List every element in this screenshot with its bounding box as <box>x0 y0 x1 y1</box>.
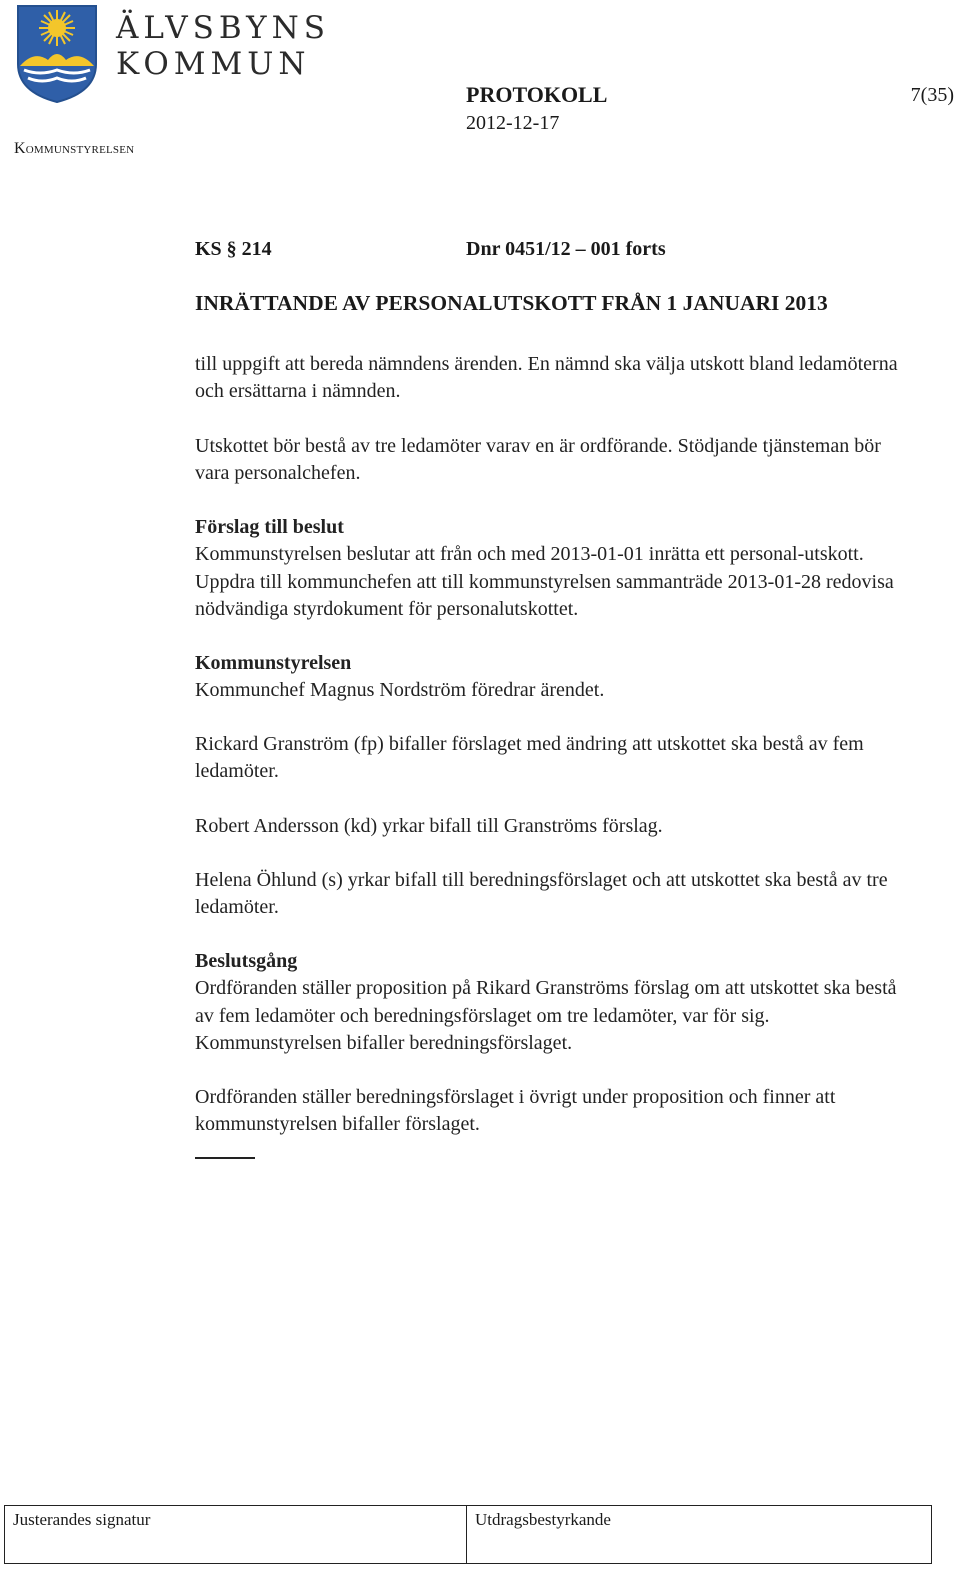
case-title: INRÄTTANDE AV PERSONALUTSKOTT FRÅN 1 JANUARI 2013 <box>195 291 828 315</box>
paragraph-text: Ordföranden ställer proposition på Rikard Granströms förslag om att utskottet ska bestå av fem ledamöter och beredningsförslaget om tre ledamöter, var för sig. Kommunstyrelsen bifaller beredningsförslaget. <box>195 977 897 1054</box>
section-forslag <box>195 514 915 623</box>
brand-line-2: KOMMUN <box>116 46 311 82</box>
document-type: PROTOKOLL <box>466 82 608 107</box>
section-beslutsgang <box>195 948 915 1057</box>
paragraph-text: till uppgift att bereda nämndens ärenden. En nämnd ska välja utskott bland ledamöterna och ersättarna i nämnden. <box>195 353 898 403</box>
paragraph-text: Rickard Granström (fp) bifaller förslaget med ändring att utskottet ska bestå av fem ledamöter. <box>195 733 864 783</box>
document-date: 2012-12-17 <box>466 112 560 134</box>
paragraph-text: Helena Öhlund (s) yrkar bifall till beredningsförslaget och att utskottet ska bestå av tre ledamöter. <box>195 869 888 919</box>
signature-table <box>4 1505 932 1564</box>
paragraph-robert <box>195 813 915 840</box>
paragraph-rickard <box>195 731 915 786</box>
case-dnr: Dnr 0451/12 – 001 forts <box>466 238 666 260</box>
paragraph-final <box>195 1084 915 1139</box>
paragraph-intro <box>195 351 915 406</box>
signature-label: Justerandes signatur <box>13 1510 151 1529</box>
section-heading-forslag: Förslag till beslut <box>195 516 344 538</box>
section-heading-kommunstyrelsen: Kommunstyrelsen <box>195 652 352 674</box>
section-kommunstyrelsen <box>195 650 915 705</box>
case-number: KS § 214 <box>195 238 272 260</box>
paragraph-text: Robert Andersson (kd) yrkar bifall till Granströms förslag. <box>195 815 663 837</box>
paragraph-utskott <box>195 433 915 488</box>
department-name: Kommunstyrelsen <box>14 140 135 157</box>
page-number: 7(35) <box>910 84 954 106</box>
signature-cell <box>5 1506 467 1563</box>
section-heading-beslutsgang: Beslutsgång <box>195 950 298 972</box>
paragraph-text: Ordföranden ställer beredningsförslaget i övrigt under proposition och finner att kommunstyrelsen bifaller förslaget. <box>195 1086 836 1136</box>
paragraph-helena <box>195 867 915 922</box>
coat-of-arms-icon <box>14 4 100 104</box>
paragraph-text: Utskottet bör bestå av tre ledamöter varav en är ordförande. Stödjande tjänsteman bör vara personalchefen. <box>195 435 881 485</box>
brand-line-1: ÄLVSBYNS <box>116 10 330 46</box>
section-end-rule <box>195 1157 255 1159</box>
certification-label: Utdragsbestyrkande <box>475 1510 611 1529</box>
certification-cell <box>467 1506 931 1563</box>
brand-name <box>116 10 330 82</box>
paragraph-text: Kommunstyrelsen beslutar att från och med 2013-01-01 inrätta ett personal-utskott. Uppdra till kommunchefen att till kommunstyrelsen sammanträde 2013-01-28 redovisa nödvändiga styrdokument för personalutskottet. <box>195 543 894 620</box>
paragraph-text: Kommunchef Magnus Nordström föredrar ärendet. <box>195 679 605 702</box>
